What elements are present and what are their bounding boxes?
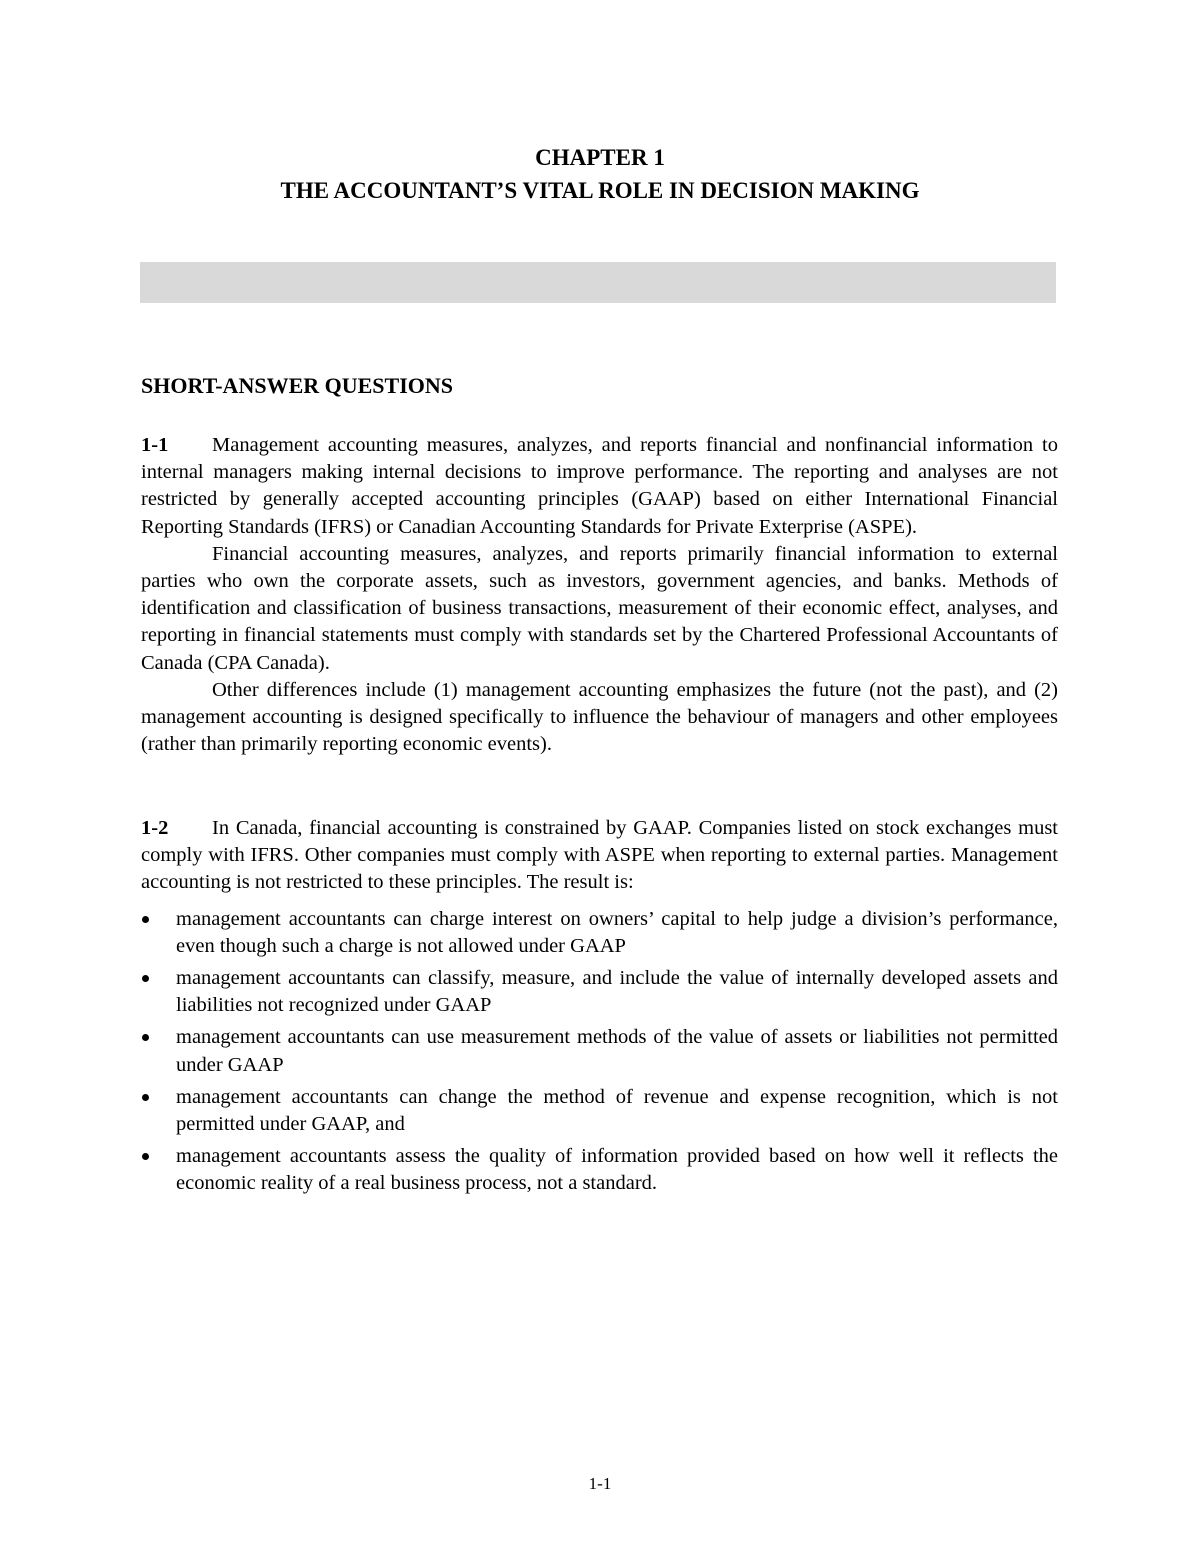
- q1-paragraph-3: Other differences include (1) management accounting emphasizes the future (not the past), and (2) management accounting is designed specifically to influence the behaviour of managers and other employees (rather than primarily reporting economic events).: [141, 678, 1058, 756]
- q1-paragraph-2: Financial accounting measures, analyzes, and reports primarily financial information to external parties who own the corporate assets, such as investors, government agencies, and banks. Methods of identification and classification of business transactions, measurement of their economic effect, analyses, and reporting in financial statements must comply with standards set by the Chartered Professional Accountants of Canada (CPA Canada).: [141, 542, 1058, 674]
- list-item-text: management accountants can use measurement methods of the value of assets or liabilities not permitted under GAAP: [176, 1026, 1058, 1076]
- gray-divider-bar: [140, 262, 1056, 303]
- chapter-title: THE ACCOUNTANT’S VITAL ROLE IN DECISION MAKING: [280, 178, 920, 203]
- list-item: [141, 1143, 1058, 1197]
- section-title: SHORT-ANSWER QUESTIONS: [141, 373, 454, 398]
- list-item: [141, 906, 1058, 960]
- q2-intro-text: In Canada, financial accounting is constrained by GAAP. Companies listed on stock exchanges must comply with IFRS. Other companies must comply with ASPE when reporting to external parties. Management accounting is not restricted to these principles. The result is:: [141, 817, 1058, 894]
- page-number: 1-1: [588, 1474, 612, 1493]
- q1-paragraph-1: [141, 432, 1058, 541]
- list-item: [141, 1084, 1058, 1138]
- bullet-icon: [142, 916, 149, 923]
- question-number: 1-1: [141, 434, 169, 456]
- q2-intro: [141, 815, 1058, 897]
- list-item: [141, 965, 1058, 1019]
- bullet-icon: [142, 1153, 149, 1160]
- question-1-2: [141, 815, 1058, 1203]
- bullet-icon: [142, 975, 149, 982]
- list-item-text: management accountants can charge interest on owners’ capital to help judge a division’s performance, even though such a charge is not allowed under GAAP: [176, 907, 1058, 957]
- list-item-text: management accountants can change the method of revenue and expense recognition, which is not permitted under GAAP, and: [176, 1085, 1058, 1136]
- list-item-text: management accountants assess the quality of information provided based on how well it reflects the economic reality of a real business process, not a standard.: [176, 1145, 1058, 1195]
- list-item: [141, 1024, 1058, 1078]
- q1-paragraph-1-text: Management accounting measures, analyzes, and reports financial and nonfinancial information to internal managers making internal decisions to improve performance. The reporting and analyses are not restricted by generally accepted accounting principles (GAAP) based on either International Financial Reporting Standards (IFRS) or Canadian Accounting Standards for Private Exterprise (ASPE).: [141, 434, 1058, 538]
- question-1-1: [141, 432, 1058, 758]
- chapter-number: CHAPTER 1: [535, 145, 665, 170]
- bullet-list: [141, 906, 1058, 1198]
- question-number: 1-2: [141, 817, 169, 839]
- bullet-icon: [142, 1094, 149, 1101]
- list-item-text: management accountants can classify, measure, and include the value of internally developed assets and liabilities not recognized under GAAP: [176, 967, 1058, 1017]
- bullet-icon: [142, 1034, 149, 1041]
